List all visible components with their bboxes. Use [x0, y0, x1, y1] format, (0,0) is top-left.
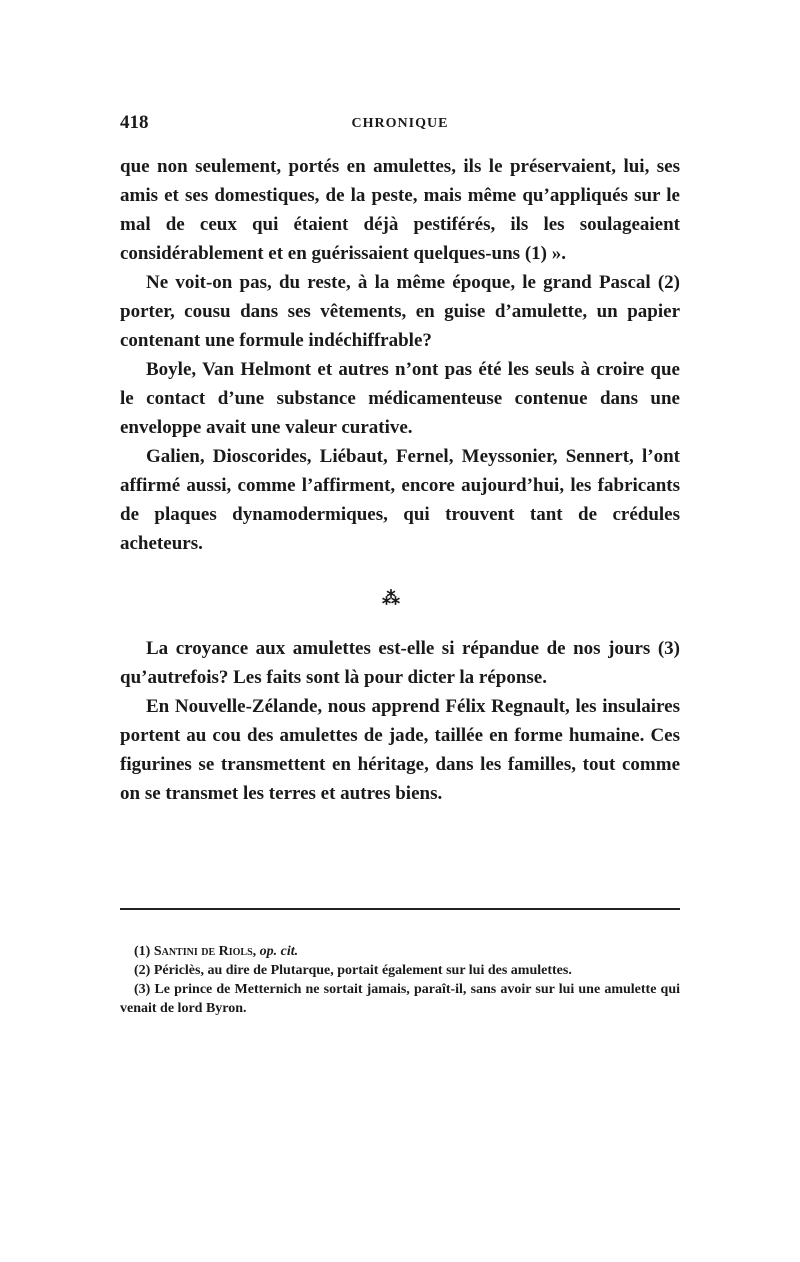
- footnotes: [120, 942, 680, 1018]
- footnote-3: (3) Le prince de Metternich ne sortait jamais, paraît-il, sans avoir sur lui une amulette qui venait de lord Byron.: [120, 982, 680, 1016]
- paragraph: Boyle, Van Helmont et autres n’ont pas été les seuls à croire que le contact d’une substance médicamenteuse contenue dans une enveloppe avait une valeur curative.: [120, 359, 680, 438]
- paragraph: La croyance aux amulettes est-elle si répandue de nos jours (3) qu’autrefois? Les faits sont là pour dicter la réponse.: [120, 638, 680, 688]
- footnote-author: Santini de Riols,: [153, 944, 257, 959]
- footnote-reference: op. cit.: [259, 944, 299, 959]
- footnote-marker: (1): [134, 944, 151, 959]
- footnote-1: [120, 942, 680, 961]
- section-separator: [120, 558, 680, 634]
- paragraph: Ne voit-on pas, du reste, à la même époque, le grand Pascal (2) porter, cousu dans ses vêtements, en guise d’amulette, un papier contenant une formule indéchiffrable?: [120, 272, 680, 351]
- footnote-rule: [120, 908, 680, 910]
- main-text: [120, 152, 680, 808]
- paragraph: En Nouvelle-Zélande, nous apprend Félix Regnault, les insulaires portent au cou des amulettes de jade, taillée en forme humaine. Ces figurines se transmettent en héritage, dans les familles, tout comme on se transmet les terres et autres biens.: [120, 696, 680, 804]
- page-header: [120, 112, 680, 136]
- footnote-2: (2) Périclès, au dire de Plutarque, portait également sur lui des amulettes.: [134, 963, 572, 978]
- paragraph: Galien, Dioscorides, Liébaut, Fernel, Meyssonier, Sennert, l’ont affirmé aussi, comme l’affirment, encore aujourd’hui, les fabricants de plaques dynamodermiques, qui trouvent tant de crédules acheteurs.: [120, 446, 680, 554]
- page-number: 418: [120, 112, 149, 133]
- running-title: CHRONIQUE: [351, 116, 449, 131]
- asterism: ⁂: [382, 588, 400, 608]
- paragraph-continued: que non seulement, portés en amulettes, ils le préservaient, lui, ses amis et ses domestiques, de la peste, mais même qu’appliqués sur le mal de ceux qui étaient déjà pestiférés, ils les soulageaient considérablement et en guérissaient quelques-uns (1) ».: [120, 156, 680, 264]
